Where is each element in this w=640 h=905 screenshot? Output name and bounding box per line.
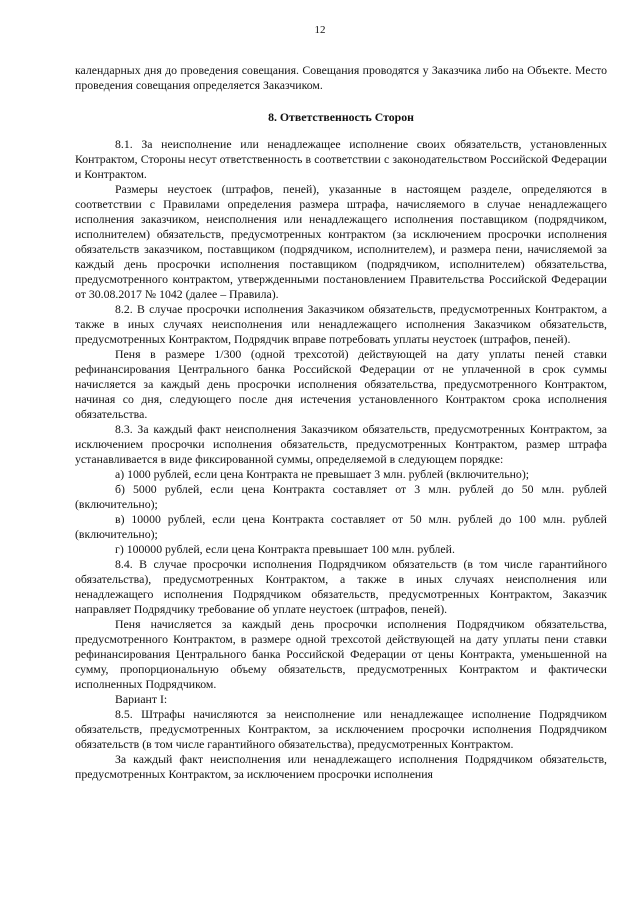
page-content <box>75 63 607 782</box>
paragraph: Пеня в размере 1/300 (одной трехсотой) действующей на дату уплаты пеней ставки рефинансирования Центрального банка Российской Федерации от не уплаченной в срок суммы начисляется за каждый день просрочки исполнения обязательства, предусмотренного Контрактом, начиная со дня, следующего после дня истечения установленного Контрактом срока исполнения обязательства. <box>75 347 607 421</box>
paragraph: 8.5. Штрафы начисляются за неисполнение или ненадлежащее исполнение Подрядчиком обязательств, предусмотренных Контрактом, за исключением просрочки исполнения Подрядчиком обязательств (в том числе гарантийного обязательства), предусмотренных Контрактом. <box>75 707 607 751</box>
list-item: г) 100000 рублей, если цена Контракта превышает 100 млн. рублей. <box>115 542 455 556</box>
paragraph: 8.3. За каждый факт неисполнения Заказчиком обязательств, предусмотренных Контрактом, за исключением просрочки исполнения обязательств, предусмотренных Контрактом, размер штрафа устанавливается в виде фиксированной суммы, определяемой в следующем порядке: <box>75 422 607 466</box>
page-number: 12 <box>314 24 326 36</box>
paragraph: За каждый факт неисполнения или ненадлежащего исполнения Подрядчиком обязательств, предусмотренных Контрактом, за исключением просрочки исполнения <box>75 752 607 781</box>
paragraph: Пеня начисляется за каждый день просрочки исполнения Подрядчиком обязательства, предусмотренного Контрактом, в размере одной трехсотой действующей на дату уплаты пени ставки рефинансирования Центрального банка Российской Федерации от цены Контракта, уменьшенной на сумму, пропорциональную объему обязательств, предусмотренных Контрактом и фактически исполненных Подрядчиком. <box>75 617 607 691</box>
section-title: 8. Ответственность Сторон <box>268 110 414 124</box>
paragraph-continuation: календарных дня до проведения совещания. Совещания проводятся у Заказчика либо на Объекте. Место проведения совещания определяется Заказчиком. <box>75 63 607 92</box>
list-item: а) 1000 рублей, если цена Контракта не превышает 3 млн. рублей (включительно); <box>115 467 530 481</box>
paragraph: 8.2. В случае просрочки исполнения Заказчиком обязательств, предусмотренных Контрактом, а также в иных случаях неисполнения или ненадлежащего исполнения Заказчиком обязательств, предусмотренных Контрактом, Подрядчик вправе потребовать уплаты неустоек (штрафов, пеней). <box>75 302 607 346</box>
list-item: в) 10000 рублей, если цена Контракта составляет от 50 млн. рублей до 100 млн. рублей (включительно); <box>75 512 607 541</box>
paragraph: Размеры неустоек (штрафов, пеней), указанные в настоящем разделе, определяются в соответствии с Правилами определения размера штрафа, начисляемого в случае ненадлежащего исполнения заказчиком, неисполнения или ненадлежащего исполнения поставщиком (подрядчиком, исполнителем) обязательств, предусмотренных контрактом (за исключением просрочки исполнения обязательств заказчиком, поставщиком (подрядчиком, исполнителем), и размера пени, начисляемой за каждый день просрочки исполнения поставщиком (подрядчиком, исполнителем) обязательства, предусмотренного контрактом, утвержденными постановлением Правительства Российской Федерации от 30.08.2017 № 1042 (далее – Правила). <box>75 182 607 301</box>
list-item: б) 5000 рублей, если цена Контракта составляет от 3 млн. рублей до 50 млн. рублей (включительно); <box>75 482 607 511</box>
paragraph: 8.4. В случае просрочки исполнения Подрядчиком обязательств (в том числе гарантийного обязательства), предусмотренных Контрактом, а также в иных случаях неисполнения или ненадлежащего исполнения Подрядчиком обязательств, предусмотренных Контрактом, Заказчик направляет Подрядчику требование об уплате неустоек (штрафов, пеней). <box>75 557 607 616</box>
variant-label: Вариант I: <box>115 692 168 706</box>
paragraph: 8.1. За неисполнение или ненадлежащее исполнение своих обязательств, установленных Контрактом, Стороны несут ответственность в соответствии с законодательством Российской Федерации и Контрактом. <box>75 137 607 181</box>
